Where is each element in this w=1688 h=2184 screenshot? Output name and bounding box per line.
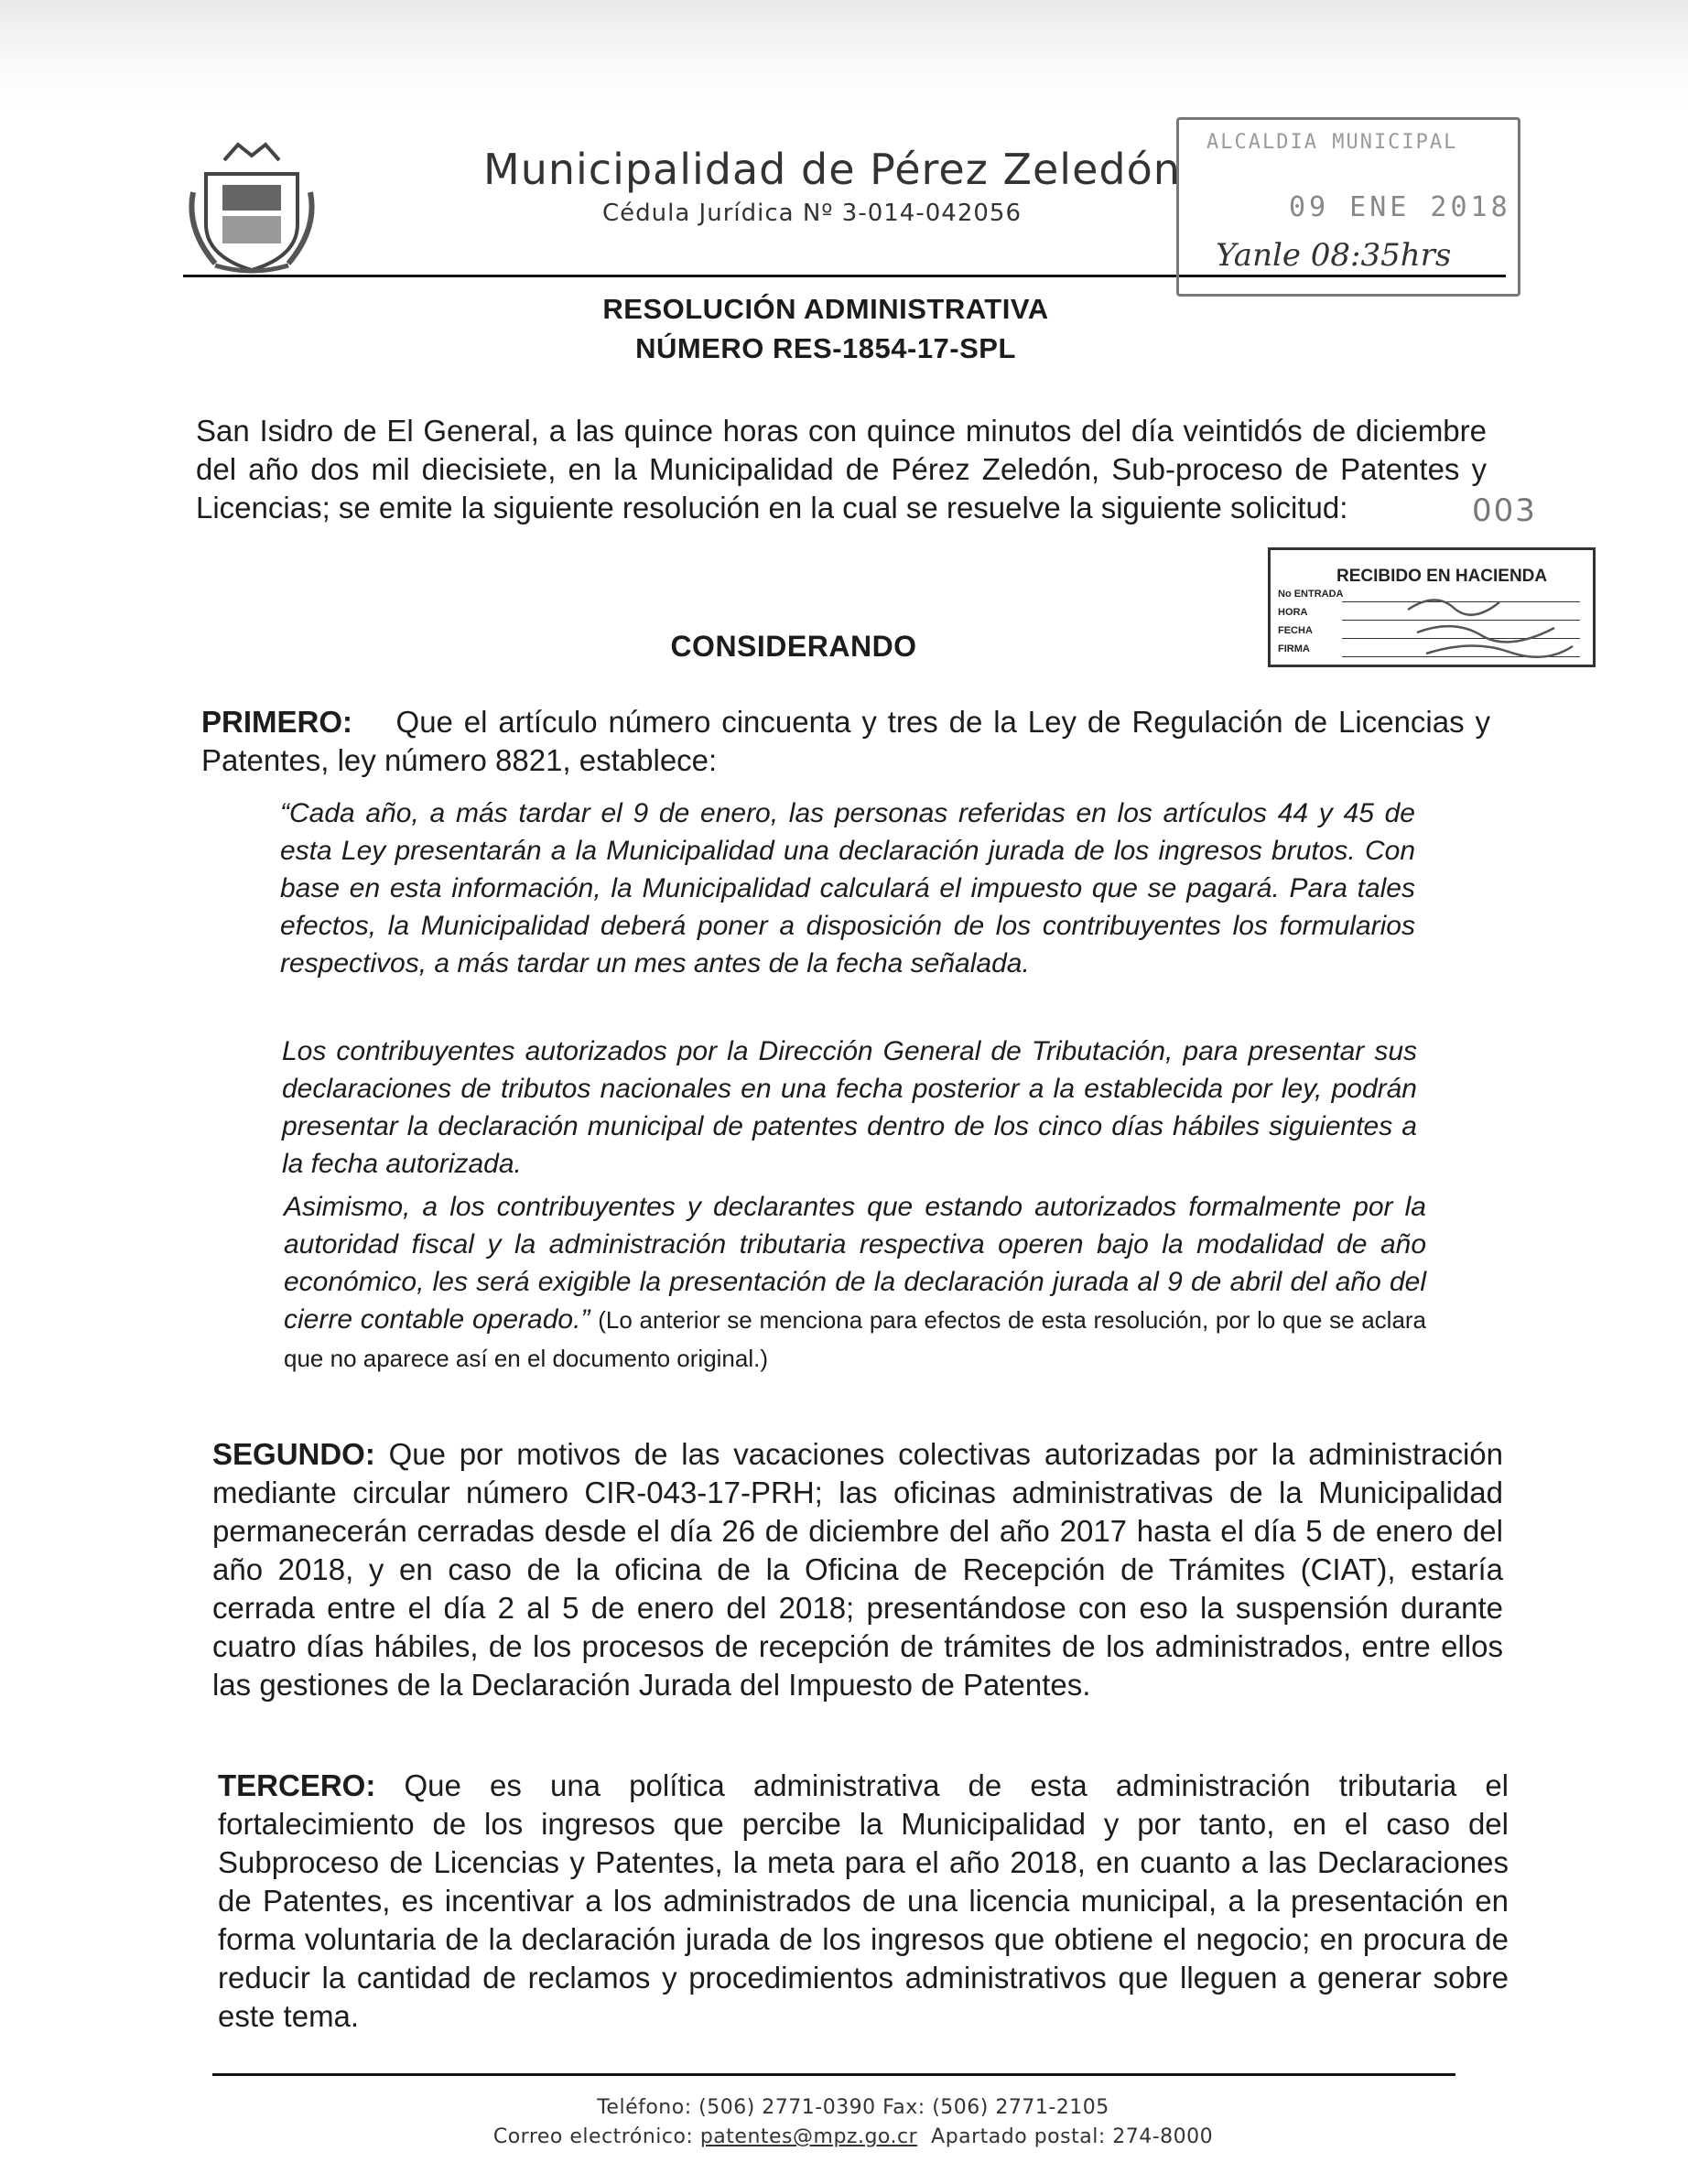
resolution-title: RESOLUCIÓN ADMINISTRATIVA bbox=[602, 293, 1049, 325]
municipal-crest-icon bbox=[188, 137, 316, 275]
resolution-number: NÚMERO RES-1854-17-SPL bbox=[635, 332, 1016, 364]
segundo-label: SEGUNDO: bbox=[212, 1437, 375, 1471]
scan-shading bbox=[0, 0, 1688, 110]
segundo-text: Que por motivos de las vacaciones colectivas autorizadas por la administración mediante circular número CIR-043-17-PRH; las oficinas administrativas de la Municipalidad permanecerán cerradas desde el día 26 de diciembre del año 2017 hasta el día 5 de enero del año 2018, y en caso de la oficina de la Oficina de Recepción de Trámites (CIAT), estaría cerrada entre el día 2 al 5 de enero del 2018; presentándose con eso la suspensión durante cuatro días hábiles, de los procesos de recepción de trámites de los administrados, entre ellos las gestiones de la Declaración Jurada del Impuesto de Patentes. bbox=[212, 1437, 1503, 1702]
intro-paragraph: San Isidro de El General, a las quince horas con quince minutos del día veintidós de diciembre del año dos mil diecisiete, en la Municipalidad de Pérez Zeledón, Sub-proceso de Patentes y Licencias; se emite la siguiente resolución en la cual se resuelve la siguiente solicitud: bbox=[196, 414, 1487, 524]
quote-note: (Lo anterior se menciona para efectos de esta resolución, por lo que se aclara que no aparece así en el documento original.) bbox=[284, 1306, 1427, 1372]
alcaldia-received-stamp bbox=[1176, 117, 1520, 297]
stamp-title: ALCALDIA MUNICIPAL bbox=[1206, 131, 1458, 154]
stamp-label-fecha: FECHA bbox=[1278, 625, 1313, 636]
cedula-juridica: Cédula Jurídica Nº 3-014-042056 bbox=[602, 200, 1022, 227]
hacienda-stamp-title: RECIBIDO EN HACIENDA bbox=[1336, 567, 1548, 586]
primero-paragraph bbox=[201, 703, 1490, 780]
stamp-label-firma: FIRMA bbox=[1278, 643, 1310, 654]
organization-name: Municipalidad de Pérez Zeledón bbox=[483, 145, 1181, 194]
quote-text: Asimismo, a los contribuyentes y declarantes que estando autorizados formalmente por la autoridad fiscal y la administración tributaria respectiva operen bajo la modalidad de año económico, les será exigible la presentación de la declaración jurada al 9 de abril del año del cierre contable operado.” bbox=[284, 1192, 1426, 1335]
footer-postal: Apartado postal: 274-8000 bbox=[931, 2125, 1214, 2148]
page-number: 003 bbox=[1472, 492, 1537, 529]
footer-email-label: Correo electrónico: bbox=[492, 2125, 694, 2148]
stamp-label-entrada: No ENTRADA bbox=[1278, 589, 1344, 600]
quote-paragraph-1: “Cada año, a más tardar el 9 de enero, las personas referidas en los artículos 44 y 45 de esta Ley presentarán a la Municipalidad una declaración jurada de los ingresos brutos. Con base en esta información, la Municipalidad calculará el impuesto que se pagará. Para tales efectos, la Municipalidad deberá poner a disposición de los contribuyentes los formularios respectivos, a más tardar un mes antes de la fecha señalada. bbox=[280, 798, 1415, 978]
stamp-handwritten-time: Yanle 08:35hrs bbox=[1216, 237, 1452, 274]
stamp-date: 09 ENE 2018 bbox=[1289, 191, 1511, 223]
primero-text: Que el artículo número cincuenta y tres de la Ley de Regulación de Licencias y Patentes, ley número 8821, establece: bbox=[201, 705, 1490, 777]
footer-divider bbox=[212, 2073, 1455, 2076]
stamp-label-hora: HORA bbox=[1278, 607, 1308, 618]
quote-paragraph-3 bbox=[284, 1188, 1426, 1378]
footer-contact bbox=[9, 2125, 1688, 2148]
primero-label: PRIMERO: bbox=[201, 705, 352, 739]
tercero-text: Que es una política administrativa de esta administración tributaria el fortalecimiento de los ingresos que percibe la Municipalidad y por tanto, en el caso del Subproceso de Licencias y Patentes, la meta para el año 2018, en cuanto a las Declaraciones de Patentes, es incentivar a los administrados de una licencia municipal, a la presentación en forma voluntaria de la declaración jurada de los ingresos que obtiene el negocio; en procura de reducir la cantidad de reclamos y procedimientos administrativos que lleguen a generar sobre este tema. bbox=[218, 1768, 1509, 2033]
footer-email-link[interactable]: patentes@mpz.go.cr bbox=[699, 2125, 918, 2148]
quote-paragraph-2: Los contribuyentes autorizados por la Dirección General de Tributación, para presentar sus declaraciones de tributos nacionales en una fecha posterior a la establecida por ley, podrán presentar la declaración municipal de patentes dentro de los cinco días hábiles siguientes a la fecha autorizada. bbox=[282, 1036, 1417, 1179]
footer-phone: Teléfono: (506) 2771-0390 Fax: (506) 2771-2105 bbox=[597, 2096, 1109, 2119]
considerando-heading: CONSIDERANDO bbox=[670, 630, 917, 663]
tercero-label: TERCERO: bbox=[218, 1768, 376, 1802]
tercero-paragraph bbox=[218, 1767, 1509, 2036]
segundo-paragraph bbox=[212, 1435, 1503, 1704]
